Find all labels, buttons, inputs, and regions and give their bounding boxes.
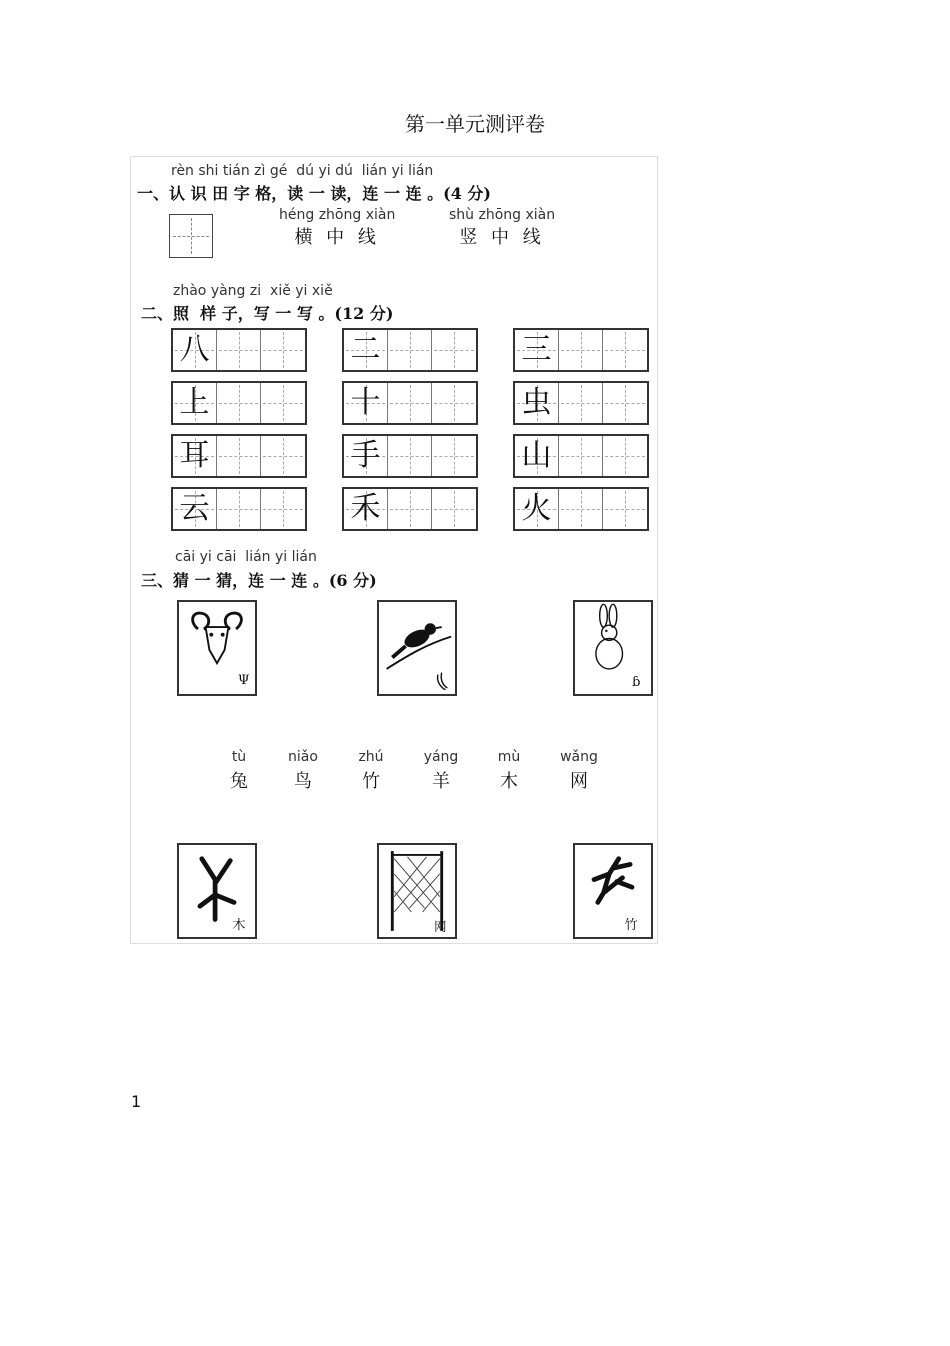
word-choice[interactable] [341, 749, 401, 793]
sample-character: 二 [350, 332, 381, 367]
writing-grid-row[interactable] [342, 487, 478, 531]
blank-cell[interactable] [559, 489, 603, 529]
blank-cell[interactable] [432, 436, 476, 476]
label-pinyin: héng zhōng xiàn [279, 207, 396, 223]
sample-cell [173, 436, 217, 476]
blank-cell[interactable] [432, 330, 476, 370]
blank-cell[interactable] [559, 436, 603, 476]
word-pinyin: niǎo [288, 749, 318, 765]
sample-character: 三 [521, 332, 552, 367]
writing-grid-row[interactable] [171, 328, 307, 372]
label-pinyin: shù zhōng xiàn [449, 207, 556, 223]
blank-cell[interactable] [217, 436, 261, 476]
writing-grid-row[interactable] [342, 381, 478, 425]
word-pinyin: yáng [423, 749, 459, 765]
blank-cell[interactable] [261, 489, 305, 529]
sample-character: 手 [350, 438, 381, 473]
sample-cell [173, 330, 217, 370]
blank-cell[interactable] [261, 330, 305, 370]
word-pinyin: zhú [358, 749, 384, 765]
sample-character: 禾 [350, 491, 381, 526]
writing-grid-row[interactable] [171, 381, 307, 425]
writing-grid-row[interactable] [171, 487, 307, 531]
writing-grid-row[interactable] [513, 381, 649, 425]
blank-cell[interactable] [388, 330, 432, 370]
svg-text:网: 网 [434, 919, 447, 934]
blank-cell[interactable] [217, 383, 261, 423]
sample-character: 耳 [179, 438, 210, 473]
label-hanzi: 竖 中 线 [459, 227, 545, 248]
word-choice[interactable] [411, 749, 471, 793]
sample-cell [515, 330, 559, 370]
word-hanzi: 兔 [230, 771, 248, 792]
worksheet [130, 156, 658, 944]
q1-heading: 一、认 识 田 字 格，读 一 读，连 一 连 。(4 分) [137, 184, 491, 203]
q1-pinyin: rèn shi tián zì gé dú yi dú lián yi lián [171, 163, 434, 179]
blank-cell[interactable] [388, 489, 432, 529]
blank-cell[interactable] [261, 383, 305, 423]
page-number: 1 [131, 1092, 142, 1111]
sample-character: 云 [179, 491, 210, 526]
sample-cell [515, 436, 559, 476]
svg-text:木: 木 [232, 918, 246, 933]
word-hanzi: 鸟 [294, 771, 312, 792]
page-title: 第一单元测评卷 [405, 112, 545, 136]
word-pinyin: tù [231, 749, 247, 765]
svg-text:Ψ: Ψ [237, 673, 250, 689]
blank-cell[interactable] [388, 436, 432, 476]
sample-character: 八 [179, 332, 210, 367]
blank-cell[interactable] [603, 330, 647, 370]
bird-on-branch-icon[interactable] [377, 600, 457, 696]
sample-cell [344, 436, 388, 476]
writing-grid-row[interactable] [171, 434, 307, 478]
svg-text:ɓ: ɓ [632, 675, 641, 690]
blank-cell[interactable] [603, 383, 647, 423]
blank-cell[interactable] [217, 489, 261, 529]
blank-cell[interactable] [217, 330, 261, 370]
sample-character: 虫 [521, 385, 552, 420]
sample-cell [515, 383, 559, 423]
bamboo-icon[interactable] [573, 843, 653, 939]
word-pinyin: mù [497, 749, 521, 765]
q3-pinyin: cāi yi cāi lián yi lián [175, 549, 317, 565]
sample-character: 上 [179, 385, 210, 420]
label-vertical-midline [449, 207, 555, 249]
writing-grid-row[interactable] [513, 328, 649, 372]
sample-cell [344, 489, 388, 529]
writing-grid-row[interactable] [342, 434, 478, 478]
blank-cell[interactable] [559, 383, 603, 423]
writing-grid-row[interactable] [513, 434, 649, 478]
word-choice[interactable] [273, 749, 333, 793]
word-choice[interactable] [209, 749, 269, 793]
ram-head-icon[interactable] [177, 600, 257, 696]
q3-heading: 三、猜 一 猜，连 一 连 。(6 分) [141, 571, 377, 590]
q2-heading: 二、照 样 子，写 一 写 。(12 分) [141, 304, 394, 323]
sample-character: 山 [521, 438, 552, 473]
writing-grid-row[interactable] [342, 328, 478, 372]
label-horizontal-midline [279, 207, 395, 249]
blank-cell[interactable] [388, 383, 432, 423]
blank-cell[interactable] [432, 383, 476, 423]
sample-cell [173, 383, 217, 423]
word-pinyin: wǎng [560, 749, 598, 765]
sample-cell [515, 489, 559, 529]
label-hanzi: 横 中 线 [294, 227, 380, 248]
word-hanzi: 木 [500, 771, 518, 792]
blank-cell[interactable] [559, 330, 603, 370]
tree-icon[interactable] [177, 843, 257, 939]
sample-cell [344, 383, 388, 423]
svg-text:竹: 竹 [624, 918, 638, 933]
writing-grid-row[interactable] [513, 487, 649, 531]
q2-pinyin: zhào yàng zi xiě yi xiě [173, 283, 333, 299]
blank-cell[interactable] [603, 489, 647, 529]
word-choice[interactable] [549, 749, 609, 793]
blank-cell[interactable] [261, 436, 305, 476]
blank-cell[interactable] [432, 489, 476, 529]
net-icon[interactable] [377, 843, 457, 939]
rabbit-icon[interactable] [573, 600, 653, 696]
word-hanzi: 竹 [362, 771, 380, 792]
blank-cell[interactable] [603, 436, 647, 476]
sample-character: 火 [521, 491, 552, 526]
word-hanzi: 羊 [432, 771, 450, 792]
tianzige-sample [169, 214, 213, 258]
word-choice[interactable] [479, 749, 539, 793]
sample-cell [173, 489, 217, 529]
sample-cell [344, 330, 388, 370]
sample-character: 十 [350, 385, 381, 420]
word-hanzi: 网 [570, 771, 588, 792]
